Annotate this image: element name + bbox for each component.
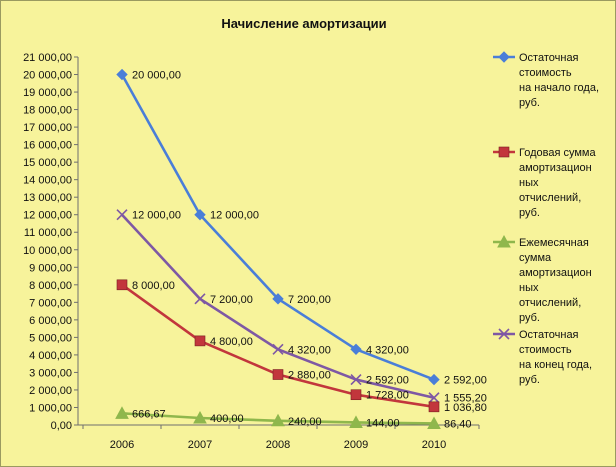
data-point <box>273 370 283 380</box>
y-tick-label: 5 000,00 <box>29 332 72 345</box>
data-label: 400,00 <box>210 412 244 425</box>
y-tick-label: 21 000,00 <box>23 52 72 64</box>
x-tick-label: 2009 <box>343 439 369 451</box>
series-markers-1 <box>117 70 439 385</box>
legend-entry <box>493 329 592 386</box>
data-label: 2 592,00 <box>444 374 487 387</box>
y-tick-label: 13 000,00 <box>23 192 72 205</box>
data-point <box>195 294 205 304</box>
data-point <box>117 70 127 80</box>
data-label: 144,00 <box>366 417 400 430</box>
y-tick-label: 4 000,00 <box>29 349 72 362</box>
x-tick-label: 2007 <box>187 439 213 451</box>
y-axis <box>23 52 78 432</box>
chart-title: Начисление амортизации <box>221 16 387 31</box>
legend <box>493 52 599 386</box>
series-line <box>122 75 434 380</box>
legend-label-line: ных <box>519 177 539 189</box>
data-label: 20 000,00 <box>132 69 181 82</box>
legend-entry <box>493 147 596 219</box>
legend-label-line: руб. <box>519 97 540 109</box>
y-tick-label: 1 000,00 <box>29 402 72 415</box>
data-point <box>429 375 439 385</box>
y-tick-label: 2 000,00 <box>29 384 72 397</box>
y-tick-label: 8 000,00 <box>29 279 72 292</box>
y-tick-label: 6 000,00 <box>29 314 72 327</box>
legend-label-line: руб. <box>519 312 540 324</box>
y-tick-label: 12 000,00 <box>23 209 72 222</box>
x-tick-label: 2006 <box>109 439 135 451</box>
y-tick-label: 18 000,00 <box>23 104 72 117</box>
legend-label-line: Остаточная <box>519 52 579 64</box>
y-tick-label: 20 000,00 <box>23 69 72 82</box>
legend-entry <box>493 52 599 109</box>
legend-label-line: Годовая сумма <box>519 147 596 159</box>
data-label: 4 320,00 <box>288 344 331 357</box>
data-point <box>351 390 361 400</box>
legend-label-line: отчислений, <box>519 192 582 204</box>
data-point <box>429 402 439 412</box>
legend-label-line: амортизацион <box>519 267 592 279</box>
data-label: 4 320,00 <box>366 344 409 357</box>
legend-label-line: сумма <box>519 252 552 264</box>
legend-label-line: на начало года, <box>519 82 600 94</box>
series-1 <box>122 75 434 380</box>
legend-label-line: ных <box>519 282 539 294</box>
data-label: 2 880,00 <box>288 369 331 382</box>
x-axis <box>78 425 479 451</box>
legend-marker <box>499 147 509 157</box>
legend-label-line: стоимость <box>519 344 572 356</box>
data-point <box>117 280 127 290</box>
y-tick-label: 10 000,00 <box>23 244 72 257</box>
legend-label-line: стоимость <box>519 67 572 79</box>
data-label: 12 000,00 <box>210 209 259 222</box>
data-point <box>195 336 205 346</box>
legend-label-line: отчислений, <box>519 297 582 309</box>
line-chart <box>1 1 615 466</box>
legend-label-line: амортизацион <box>519 162 592 174</box>
legend-label-line: руб. <box>519 207 540 219</box>
legend-label-line: Остаточная <box>519 329 579 341</box>
data-label: 240,00 <box>288 415 322 428</box>
y-tick-label: 16 000,00 <box>23 139 72 152</box>
data-label: 1 728,00 <box>366 389 409 402</box>
data-label: 1 036,80 <box>444 401 487 414</box>
y-tick-label: 3 000,00 <box>29 367 72 380</box>
y-tick-label: 17 000,00 <box>23 122 72 135</box>
x-tick-label: 2010 <box>421 439 447 451</box>
y-tick-label: 11 000,00 <box>23 227 72 240</box>
data-label: 1 555,20 <box>444 392 487 405</box>
x-tick-label: 2008 <box>265 439 291 451</box>
data-label: 666,67 <box>132 408 166 421</box>
y-tick-label: 14 000,00 <box>23 174 72 187</box>
y-tick-label: 9 000,00 <box>29 262 72 275</box>
data-label: 2 592,00 <box>366 374 409 387</box>
data-label: 8 000,00 <box>132 279 175 292</box>
data-label: 4 800,00 <box>210 335 253 348</box>
legend-label-line: на конец года, <box>519 359 593 371</box>
data-label: 12 000,00 <box>132 209 181 222</box>
y-tick-label: 15 000,00 <box>23 157 72 170</box>
y-tick-label: 0,00 <box>50 420 72 432</box>
y-tick-label: 7 000,00 <box>29 297 72 310</box>
data-label: 86,40 <box>444 418 472 431</box>
data-label: 7 200,00 <box>210 293 253 306</box>
data-point <box>117 210 127 220</box>
legend-entry <box>493 236 592 324</box>
legend-marker <box>499 52 509 62</box>
legend-label-line: Ежемесячная <box>519 237 589 249</box>
data-label: 7 200,00 <box>288 293 331 306</box>
series-group <box>116 70 487 431</box>
y-tick-label: 19 000,00 <box>23 87 72 100</box>
legend-label-line: руб. <box>519 374 540 386</box>
